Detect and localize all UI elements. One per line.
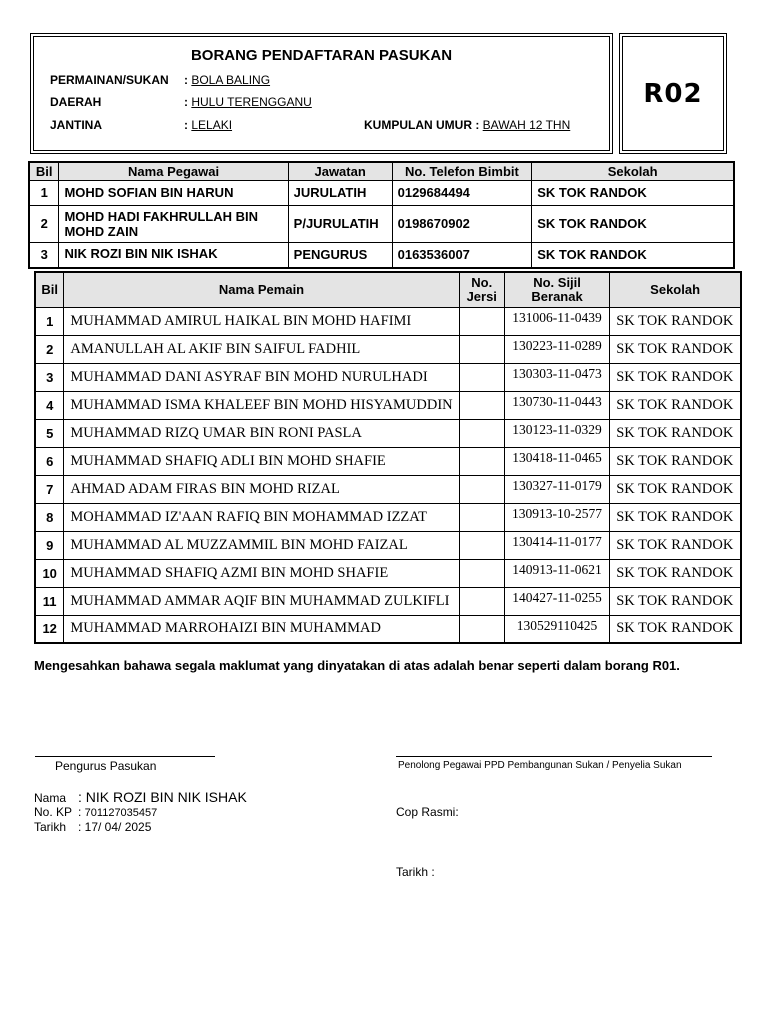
col-header: Jawatan — [288, 162, 392, 180]
cell-name: MUHAMMAD AL MUZZAMMIL BIN MOHD FAIZAL — [64, 531, 459, 559]
gender-value: LELAKI — [191, 118, 233, 132]
cell-birth-cert: 130123-11-0329 — [504, 419, 609, 447]
manager-name-row — [34, 789, 247, 805]
table-row — [29, 242, 734, 268]
cell-phone: 0198670902 — [392, 205, 532, 242]
cell-name: MOHD HADI FAKHRULLAH BIN MOHD ZAIN — [59, 205, 288, 242]
table-row — [29, 180, 734, 205]
colon: : — [184, 73, 192, 87]
cell-name: NIK ROZI BIN NIK ISHAK — [59, 242, 288, 268]
player-rows — [35, 307, 741, 643]
cell-school: SK TOK RANDOK — [532, 205, 734, 242]
cell-jersi — [459, 615, 504, 643]
manager-kp-row — [34, 805, 157, 819]
table-row — [35, 531, 741, 559]
name-value: : NIK ROZI BIN NIK ISHAK — [78, 789, 247, 805]
cell-school: SK TOK RANDOK — [610, 587, 741, 615]
cell-jersi — [459, 363, 504, 391]
cell-school: SK TOK RANDOK — [610, 531, 741, 559]
cell-jersi — [459, 503, 504, 531]
cell-birth-cert: 130223-11-0289 — [504, 335, 609, 363]
cell-school: SK TOK RANDOK — [610, 307, 741, 335]
cell-name: MUHAMMAD DANI ASYRAF BIN MOHD NURULHADI — [64, 363, 459, 391]
cell-school: SK TOK RANDOK — [610, 447, 741, 475]
cell-name: AHMAD ADAM FIRAS BIN MOHD RIZAL — [64, 475, 459, 503]
cell-name: MUHAMMAD SHAFIQ ADLI BIN MOHD SHAFIE — [64, 447, 459, 475]
district-value: HULU TERENGGANU — [191, 95, 312, 109]
header-row-sport — [50, 73, 270, 87]
header-row-gender — [50, 118, 232, 132]
confirmation-text: Mengesahkan bahawa segala maklumat yang dinyatakan di atas adalah benar seperti dalam borang R01. — [34, 658, 680, 673]
cell-bil: 11 — [35, 587, 64, 615]
cell-school: SK TOK RANDOK — [610, 363, 741, 391]
cell-role: JURULATIH — [288, 180, 392, 205]
table-row — [35, 307, 741, 335]
col-header: Nama Pegawai — [59, 162, 288, 180]
age-group — [364, 118, 570, 132]
cell-bil: 7 — [35, 475, 64, 503]
cell-name: MUHAMMAD SHAFIQ AZMI BIN MOHD SHAFIE — [64, 559, 459, 587]
form-code-box — [619, 33, 727, 154]
cell-role: P/JURULATIH — [288, 205, 392, 242]
col-header: Bil — [29, 162, 59, 180]
cell-bil: 10 — [35, 559, 64, 587]
official-stamp-label: Cop Rasmi: — [396, 805, 459, 819]
cell-name: AMANULLAH AL AKIF BIN SAIFUL FADHIL — [64, 335, 459, 363]
player-header-row — [35, 272, 741, 307]
col-header: Nama Pemain — [64, 272, 459, 307]
cell-name: MUHAMMAD ISMA KHALEEF BIN MOHD HISYAMUDDIN — [64, 391, 459, 419]
sport-label: PERMAINAN/SUKAN — [50, 73, 169, 87]
table-row — [35, 587, 741, 615]
cell-name: MUHAMMAD AMIRUL HAIKAL BIN MOHD HAFIMI — [64, 307, 459, 335]
table-row — [35, 559, 741, 587]
manager-date-row — [34, 820, 151, 834]
cell-role: PENGURUS — [288, 242, 392, 268]
signature-line-officer — [396, 756, 712, 757]
cell-bil: 5 — [35, 419, 64, 447]
name-label: Nama — [34, 791, 67, 805]
cell-birth-cert: 130414-11-0177 — [504, 531, 609, 559]
col-header: No. Telefon Bimbit — [392, 162, 532, 180]
table-row — [35, 335, 741, 363]
cell-jersi — [459, 419, 504, 447]
col-header: No. Sijil Beranak — [504, 272, 609, 307]
cell-bil: 2 — [35, 335, 64, 363]
cell-jersi — [459, 475, 504, 503]
col-header: No. Jersi — [459, 272, 504, 307]
cell-jersi — [459, 335, 504, 363]
cell-phone: 0129684494 — [392, 180, 532, 205]
cell-name: MOHD SOFIAN BIN HARUN — [59, 180, 288, 205]
kp-label: No. KP — [34, 805, 73, 819]
staff-table — [28, 161, 735, 269]
signature-label-manager: Pengurus Pasukan — [55, 759, 157, 773]
table-row — [35, 447, 741, 475]
cell-birth-cert: 130913-10-2577 — [504, 503, 609, 531]
district-label: DAERAH — [50, 95, 102, 109]
cell-school: SK TOK RANDOK — [610, 419, 741, 447]
cell-bil: 3 — [29, 242, 59, 268]
cell-school: SK TOK RANDOK — [610, 391, 741, 419]
cell-jersi — [459, 447, 504, 475]
cell-school: SK TOK RANDOK — [610, 503, 741, 531]
cell-bil: 9 — [35, 531, 64, 559]
age-group-value: BAWAH 12 THN — [482, 118, 571, 132]
col-header: Sekolah — [532, 162, 734, 180]
table-row — [35, 475, 741, 503]
col-header: Bil — [35, 272, 64, 307]
cell-school: SK TOK RANDOK — [610, 475, 741, 503]
cell-birth-cert: 130327-11-0179 — [504, 475, 609, 503]
cell-bil: 3 — [35, 363, 64, 391]
cell-bil: 2 — [29, 205, 59, 242]
cell-jersi — [459, 559, 504, 587]
colon: : — [78, 805, 85, 819]
form-title: BORANG PENDAFTARAN PASUKAN — [190, 47, 453, 64]
gender-label: JANTINA — [50, 118, 103, 132]
col-header: Sekolah — [610, 272, 741, 307]
header-row-district — [50, 95, 312, 109]
cell-name: MUHAMMAD AMMAR AQIF BIN MUHAMMAD ZULKIFLI — [64, 587, 459, 615]
cell-birth-cert: 130303-11-0473 — [504, 363, 609, 391]
cell-birth-cert: 130418-11-0465 — [504, 447, 609, 475]
date-label: Tarikh — [34, 820, 67, 834]
colon: : — [184, 118, 192, 132]
signature-line-manager — [35, 756, 215, 757]
cell-name: MUHAMMAD MARROHAIZI BIN MUHAMMAD — [64, 615, 459, 643]
date-value: : 17/ 04/ 2025 — [78, 820, 152, 834]
form-header — [30, 33, 613, 154]
age-group-label: KUMPULAN UMUR : — [364, 118, 480, 132]
table-row — [35, 503, 741, 531]
cell-birth-cert: 130529110425 — [504, 615, 609, 643]
cell-school: SK TOK RANDOK — [610, 559, 741, 587]
table-row — [35, 391, 741, 419]
table-row — [35, 615, 741, 643]
cell-school: SK TOK RANDOK — [610, 615, 741, 643]
cell-school: SK TOK RANDOK — [532, 180, 734, 205]
cell-bil: 1 — [35, 307, 64, 335]
form-code: R02 — [643, 78, 703, 109]
table-row — [35, 419, 741, 447]
cell-name: MOHAMMAD IZ'AAN RAFIQ BIN MOHAMMAD IZZAT — [64, 503, 459, 531]
cell-phone: 0163536007 — [392, 242, 532, 268]
cell-jersi — [459, 531, 504, 559]
cell-birth-cert: 140913-11-0621 — [504, 559, 609, 587]
cell-birth-cert: 130730-11-0443 — [504, 391, 609, 419]
cell-bil: 4 — [35, 391, 64, 419]
cell-bil: 8 — [35, 503, 64, 531]
player-table — [34, 271, 742, 644]
official-date-label: Tarikh : — [396, 865, 435, 879]
table-row — [29, 205, 734, 242]
signature-label-officer: Penolong Pegawai PPD Pembangunan Sukan / Penyelia Sukan — [398, 760, 682, 771]
cell-school: SK TOK RANDOK — [610, 335, 741, 363]
sport-value: BOLA BALING — [191, 73, 271, 87]
cell-school: SK TOK RANDOK — [532, 242, 734, 268]
colon: : — [184, 95, 192, 109]
cell-jersi — [459, 391, 504, 419]
staff-header-row — [29, 162, 734, 180]
cell-name: MUHAMMAD RIZQ UMAR BIN RONI PASLA — [64, 419, 459, 447]
cell-birth-cert: 131006-11-0439 — [504, 307, 609, 335]
table-row — [35, 363, 741, 391]
cell-bil: 6 — [35, 447, 64, 475]
cell-bil: 12 — [35, 615, 64, 643]
kp-value: 701127035457 — [84, 807, 158, 819]
cell-jersi — [459, 587, 504, 615]
cell-jersi — [459, 307, 504, 335]
cell-birth-cert: 140427-11-0255 — [504, 587, 609, 615]
cell-bil: 1 — [29, 180, 59, 205]
